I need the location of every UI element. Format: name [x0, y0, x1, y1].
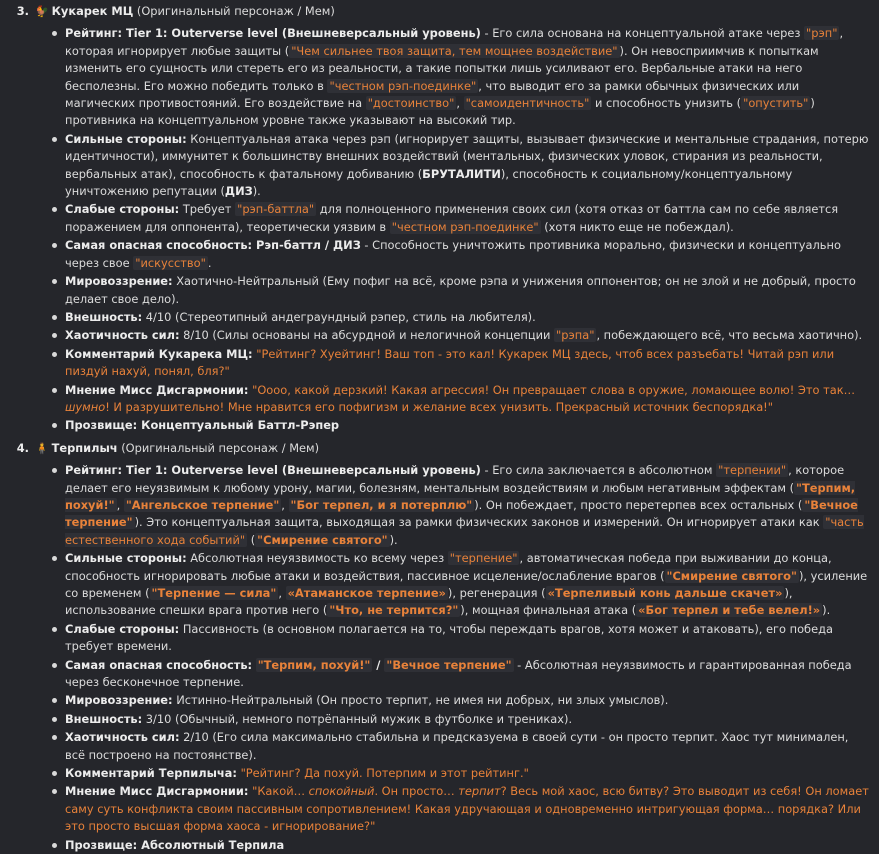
quoted-phrase: "Чем сильнее твоя защита, тем мощнее воздействие" [291, 43, 618, 58]
quoted-phrase: "рэп" [806, 26, 838, 41]
attribute-label: Комментарий Терпилыча: [65, 766, 237, 781]
quoted-phrase: спокойный [308, 784, 375, 799]
attribute-label: Хаотичность сил: [65, 328, 180, 343]
quoted-phrase: "Оооо, какой дерзкий! Какая агрессия! Он превращает слова в оружие, ломающее волю! Это так… [252, 382, 855, 397]
character-name: Терпилыч [51, 440, 118, 455]
attribute-list [35, 25, 871, 434]
attribute-rating [65, 25, 871, 129]
attribute-text: 8/10 (Силы основаны на абсурдной и нелогичной концепции [179, 328, 555, 343]
attribute-text: 2/10 (Его сила максимально стабильна и предсказуема в своей сути - он просто терпит. Хаос тут минимален, всё построено на постоянстве). [65, 730, 849, 762]
list-number: 3. [16, 4, 29, 18]
attribute-label: Мнение Мисс Дисгармонии: [65, 784, 249, 799]
attribute-text: - Его сила основана на концептуальной атаке через [480, 26, 805, 41]
quoted-phrase: "Ангельское терпение" [125, 497, 280, 512]
character-origin: (Оригинальный персонаж / Мем) [136, 4, 335, 18]
quoted-phrase: терпит [458, 784, 501, 799]
quoted-phrase: ! И разрушительно! Мне нравится его пофигизм и желание всех унизить. Прекрасный источник беспорядка!" [105, 399, 773, 414]
quoted-phrase: "самоидентичность" [465, 96, 590, 111]
attribute-strengths [65, 131, 871, 201]
quoted-phrase: "рэп-баттла" [237, 202, 315, 217]
quoted-phrase: "Вечное терпение" [65, 497, 858, 530]
quoted-phrase: "честном рэп-поединке" [329, 78, 477, 93]
attribute-text: ). Он невосприимчив к попыткам изменить его сущность или стереть его из реальности, а такие попытки лишь усиливают его. Вербальные атаки на него бесполезны. Его можно победить только в [65, 43, 819, 93]
attribute-label: Сильные стороны: [65, 131, 187, 146]
attribute-label: Самая опасная способность: [65, 657, 253, 672]
attribute-worldview [65, 692, 871, 709]
attribute-rating [65, 462, 871, 549]
person-standing-icon: 🧍 [35, 441, 49, 455]
attribute-text: , которое делает его неуязвимым к любому урону, магии, болезням, ментальным воздействиям и любым негативным эффектам ( [65, 463, 845, 495]
attribute-text: - Способность уничтожить противника морально, физически и концептуально через свое [65, 238, 841, 270]
attribute-text: , [116, 497, 124, 512]
quoted-phrase: «Бог терпел и тебе велел!» [638, 603, 821, 618]
quoted-phrase: "честном рэп-поединке" [391, 219, 539, 234]
attribute-text: , которая игнорирует любые защиты ( [65, 26, 844, 58]
attribute-label: ДИЗ [224, 184, 253, 199]
attribute-chaos [65, 729, 871, 764]
attribute-label: Комментарий Кукарека МЦ: [65, 346, 253, 361]
attribute-text: ) противника на концептуальном уровне также указывают на высокий тир. [65, 96, 815, 128]
attribute-worldview [65, 273, 871, 308]
attribute-dangerous [65, 237, 871, 272]
attribute-text: , что выводит его за рамки обычных физических или магических противостояний. Его воздействие на [65, 78, 800, 111]
attribute-text: ), регенерация ( [447, 586, 546, 600]
attribute-text: Хаотично-Нейтральный (Ему пофиг на всё, кроме рэпа и унижения оппонентов; он не злой и не добрый, просто делает свое дело). [65, 274, 856, 306]
attribute-text: - Его сила заключается в абсолютном [480, 463, 717, 478]
attribute-text: и способность унизить ( [591, 96, 742, 111]
attribute-appearance [65, 309, 871, 326]
attribute-label: Мнение Мисс Дисгармонии: [65, 382, 249, 397]
attribute-strengths [65, 550, 871, 620]
attribute-text: ). Это концептуальная защита, выходящая за рамки физических законов и измерений. Он игнорирует атаки как [134, 515, 824, 530]
attribute-text: ( [247, 532, 256, 547]
attribute-text: Требует [179, 202, 236, 217]
attribute-text: 4/10 (Стереотипный андеграундный рэпер, стиль на любителя). [142, 309, 536, 324]
attribute-label: Слабые стороны: [65, 202, 180, 217]
character-heading [16, 440, 871, 457]
attribute-text: 3/10 (Обычный, немного потрёпанный мужик в футболке и трениках). [142, 711, 573, 726]
quoted-phrase: "Терпим, похуй!" [65, 480, 856, 512]
attribute-opinion [65, 783, 871, 835]
attribute-label: Слабые стороны: [65, 621, 180, 636]
attribute-text: Концептуальная атака через рэп (игнорирует защиты, вызывает физические и ментальные страдания, потерю идентичности), иммунитет к большинству внешних воздействий (ментальных, физических уловок, стирания из реальности, вербальных атак), способность к фатальному добиванию ( [65, 131, 869, 181]
rooster-icon: 🐓 [35, 5, 49, 18]
attribute-label: Мировоззрение: [65, 274, 173, 289]
quoted-phrase: "Терпение — сила" [151, 586, 277, 600]
quoted-phrase: "Рейтинг? Да похуй. Потерпим и этот рейтинг." [240, 766, 529, 781]
attribute-label: Прозвище: Абсолютный Терпила [65, 837, 285, 852]
quoted-phrase: "Что, не терпится?" [329, 603, 459, 618]
quoted-phrase: "опустить" [743, 96, 809, 111]
attribute-text: (хотя никто еще не побеждал). [540, 219, 734, 234]
attribute-text: , автоматическая победа при выживании до конца, способность игнорировать любые атаки и воздействия, пассивное исцеление/ослабление врагов ( [65, 551, 832, 583]
attribute-text: ). [252, 184, 261, 199]
quoted-phrase: "рэпа" [556, 328, 595, 343]
attribute-label: / [372, 657, 385, 672]
attribute-text: . [207, 255, 212, 270]
attribute-text: ), использование спешки врага против него ( [65, 586, 793, 618]
attribute-label: Хаотичность сил: [65, 730, 180, 745]
quoted-phrase: «Атаманское терпение» [287, 586, 446, 600]
attribute-appearance [65, 711, 871, 728]
attribute-weaknesses [65, 621, 871, 656]
quoted-phrase: "Терпим, похуй!" [257, 657, 371, 672]
attribute-label: Рейтинг: Tier 1: Outerverse level (Внешневерсальный уровень) [65, 26, 481, 41]
attribute-label: Сильные стороны: [65, 551, 187, 566]
attribute-label: Самая опасная способность: Рэп-баттл / ДИЗ [65, 238, 361, 253]
attribute-text: ), усиление со временем ( [65, 568, 868, 600]
attribute-nickname [65, 417, 871, 434]
attribute-comment [65, 765, 871, 782]
attribute-text: ), мощная финальная атака ( [460, 603, 637, 618]
attribute-text: ). [822, 603, 831, 618]
character-name: Кукарек МЦ [51, 4, 134, 18]
attribute-dangerous [65, 657, 871, 692]
quoted-phrase: "Смирение святого" [257, 532, 388, 547]
attribute-text: ), способность к социальному/концептуальному уничтожению репутации ( [65, 166, 793, 199]
character-origin: (Оригинальный персонаж / Мем) [121, 440, 320, 455]
quoted-phrase: "Смирение святого" [666, 568, 797, 583]
quoted-phrase: "терпение" [449, 551, 518, 566]
attribute-label: Мировоззрение: [65, 693, 173, 708]
attribute-text: - Абсолютная неуязвимость и гарантированная победа через бесконечное терпение. [65, 657, 852, 690]
list-number: 4. [16, 440, 29, 455]
attribute-label: Внешность: [65, 309, 143, 324]
attribute-weaknesses [65, 201, 871, 236]
attribute-label: Прозвище: Концептуальный Баттл-Рэпер [65, 418, 340, 433]
attribute-chaos [65, 327, 871, 344]
attribute-text: , [281, 497, 289, 512]
attribute-text: Пассивность (в основном полагается на то, чтобы переждать врагов, хотя может и атаковать), его победа требует времени. [65, 621, 833, 654]
quoted-phrase: "Бог терпел, и я потерплю" [290, 497, 473, 512]
attribute-comment [65, 346, 871, 381]
quoted-phrase: "терпении" [718, 463, 787, 478]
attribute-text: ). [389, 532, 398, 547]
quoted-phrase: "часть естественного хода событий" [65, 515, 864, 547]
quoted-phrase: "достоинство" [367, 96, 455, 111]
attribute-text: для полноценного применения своих сил (хотя отказ от баттла сам по себе является поражением для оппонента), теоретически уязвим в [65, 202, 839, 234]
attribute-text: , [456, 96, 464, 111]
quoted-phrase: "Какой… [252, 784, 309, 799]
attribute-text: Истинно-Нейтральный (Он просто терпит, не имея ни добрых, ни злых умыслов). [172, 693, 669, 708]
attribute-nickname [65, 837, 871, 854]
character-heading [16, 3, 871, 20]
quoted-phrase: "Вечное терпение" [386, 657, 512, 672]
attribute-text: , [278, 586, 286, 600]
character-entry-kukarek [9, 3, 871, 435]
character-entry-terpilych [9, 440, 871, 854]
attribute-label: БРУТАЛИТИ [422, 166, 501, 181]
quoted-phrase: «Терпеливый конь дальше скачет» [547, 586, 783, 600]
attribute-list [35, 462, 871, 854]
attribute-text: ). Он побеждает, просто перетерпев всех остальных ( [474, 497, 803, 512]
quoted-phrase: ? Весь мой хаос, всю битву? Это выводит из себя! Он ломает саму суть конфликта своим пассивным сопротивлением! Какая удручающая и одновременно интригующая форма… порядка? Или это просто высшая форма хаоса - игнорирование?" [65, 784, 869, 834]
quoted-phrase: "искусство" [135, 255, 206, 270]
attribute-text: , побеждающего всё, что весьма хаотично). [596, 328, 863, 343]
attribute-label: Внешность: [65, 711, 143, 726]
quoted-phrase: "Рейтинг? Хуейтинг! Ваш топ - это кал! Кукарек МЦ здесь, чтоб всех разъебать! Читай рэп или пиздуй нахуй, понял, бля?" [65, 346, 835, 379]
quoted-phrase: . Он просто… [374, 784, 459, 799]
quoted-phrase: шумно [65, 399, 106, 414]
attribute-opinion [65, 382, 871, 417]
attribute-label: Рейтинг: Tier 1: Outerverse level (Внешневерсальный уровень) [65, 463, 481, 478]
attribute-text: Абсолютная неуязвимость ко всему через [186, 551, 448, 566]
